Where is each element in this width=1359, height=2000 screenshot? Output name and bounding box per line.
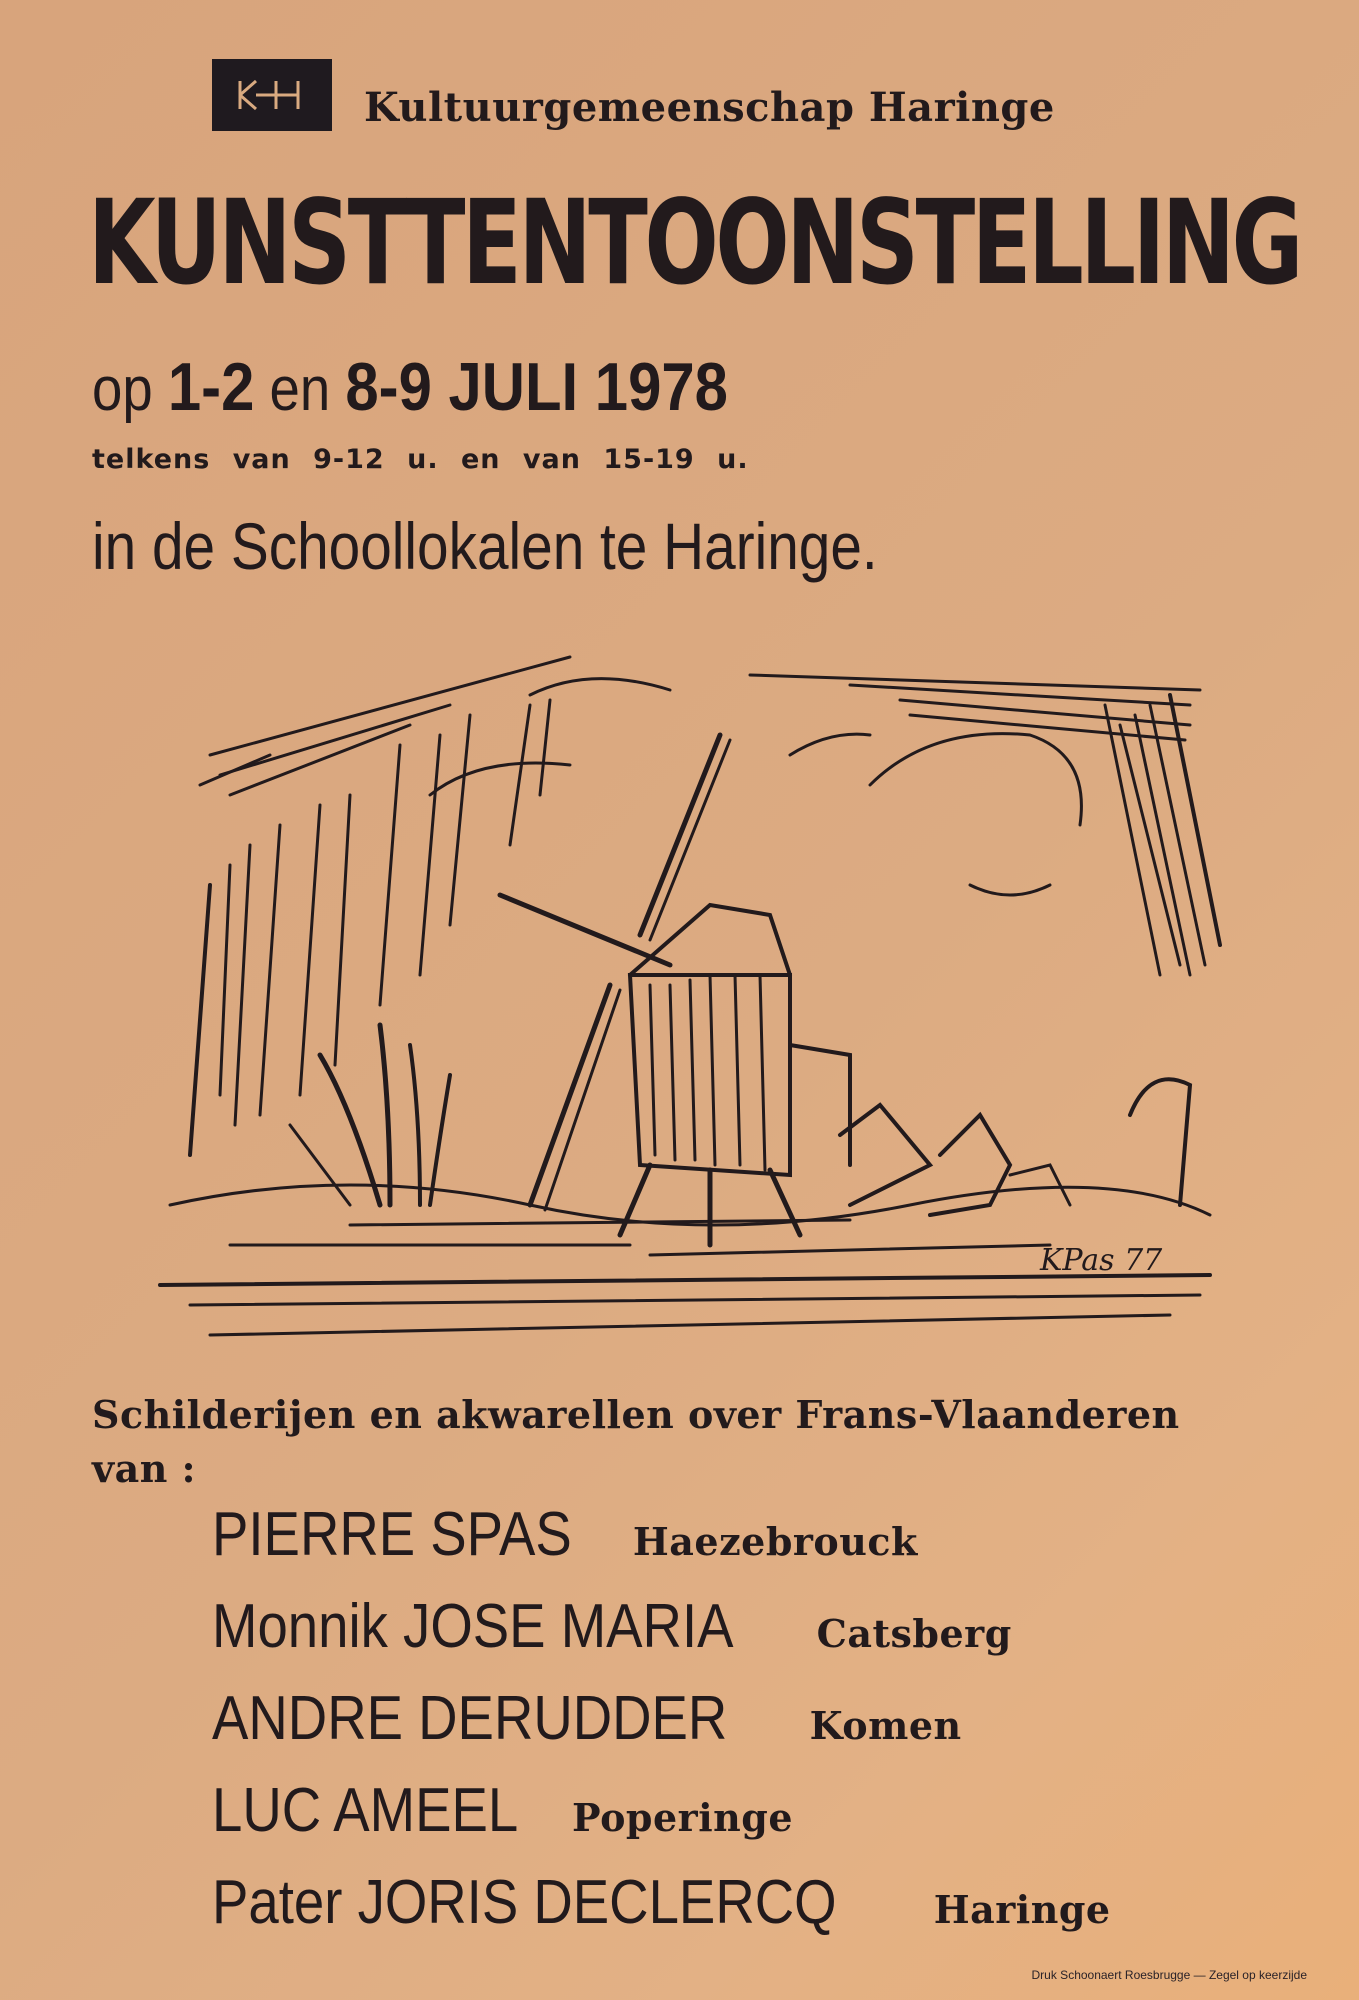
kh-logo [212, 59, 332, 131]
artist-place: Haezebrouck [632, 1519, 918, 1564]
exhibition-location: in de Schoollokalen te Haringe. [92, 509, 878, 583]
artist-list [212, 1500, 1111, 1960]
exhibition-dates [92, 349, 728, 425]
description-line-2: van : [92, 1446, 197, 1491]
artist-row [212, 1868, 1111, 1960]
artist-row [212, 1684, 1111, 1776]
date-prefix: op [92, 355, 153, 424]
artist-place: Komen [809, 1703, 962, 1748]
artist-place: Poperinge [572, 1795, 794, 1840]
artist-row [212, 1500, 1111, 1592]
artist-row [212, 1592, 1111, 1684]
printer-credit: Druk Schoonaert Roesbrugge — Zegel op keerzijde [1031, 1968, 1307, 1982]
artist-signature: KPas 77 [1040, 1243, 1163, 1278]
artist-name: LUC AMEEL [212, 1776, 519, 1845]
artist-place: Catsberg [816, 1611, 1012, 1656]
description-line-1: Schilderijen en akwarellen over Frans-Vlaanderen [92, 1392, 1180, 1437]
artist-row [212, 1776, 1111, 1868]
artist-name: ANDRE DERUDDER [212, 1684, 728, 1753]
windmill-sketch [150, 645, 1230, 1345]
date-first: 1-2 [167, 349, 255, 425]
exhibition-title: KUNSTTENTOONSTELLING [88, 174, 1300, 312]
header [212, 58, 1055, 131]
artist-name: Monnik JOSE MARIA [212, 1592, 734, 1661]
opening-hours: telkens van 9-12 u. en van 15-19 u. [92, 444, 749, 475]
artist-name: Pater JORIS DECLERCQ [212, 1868, 837, 1937]
organization-name: Kultuurgemeenschap Haringe [364, 84, 1055, 131]
kh-logo-icon [232, 73, 312, 117]
date-second: 8-9 JULI 1978 [345, 349, 728, 425]
artist-place: Haringe [933, 1887, 1111, 1932]
artist-name: PIERRE SPAS [212, 1500, 572, 1569]
exhibition-description [92, 1388, 1180, 1496]
date-joiner: en [269, 355, 331, 424]
